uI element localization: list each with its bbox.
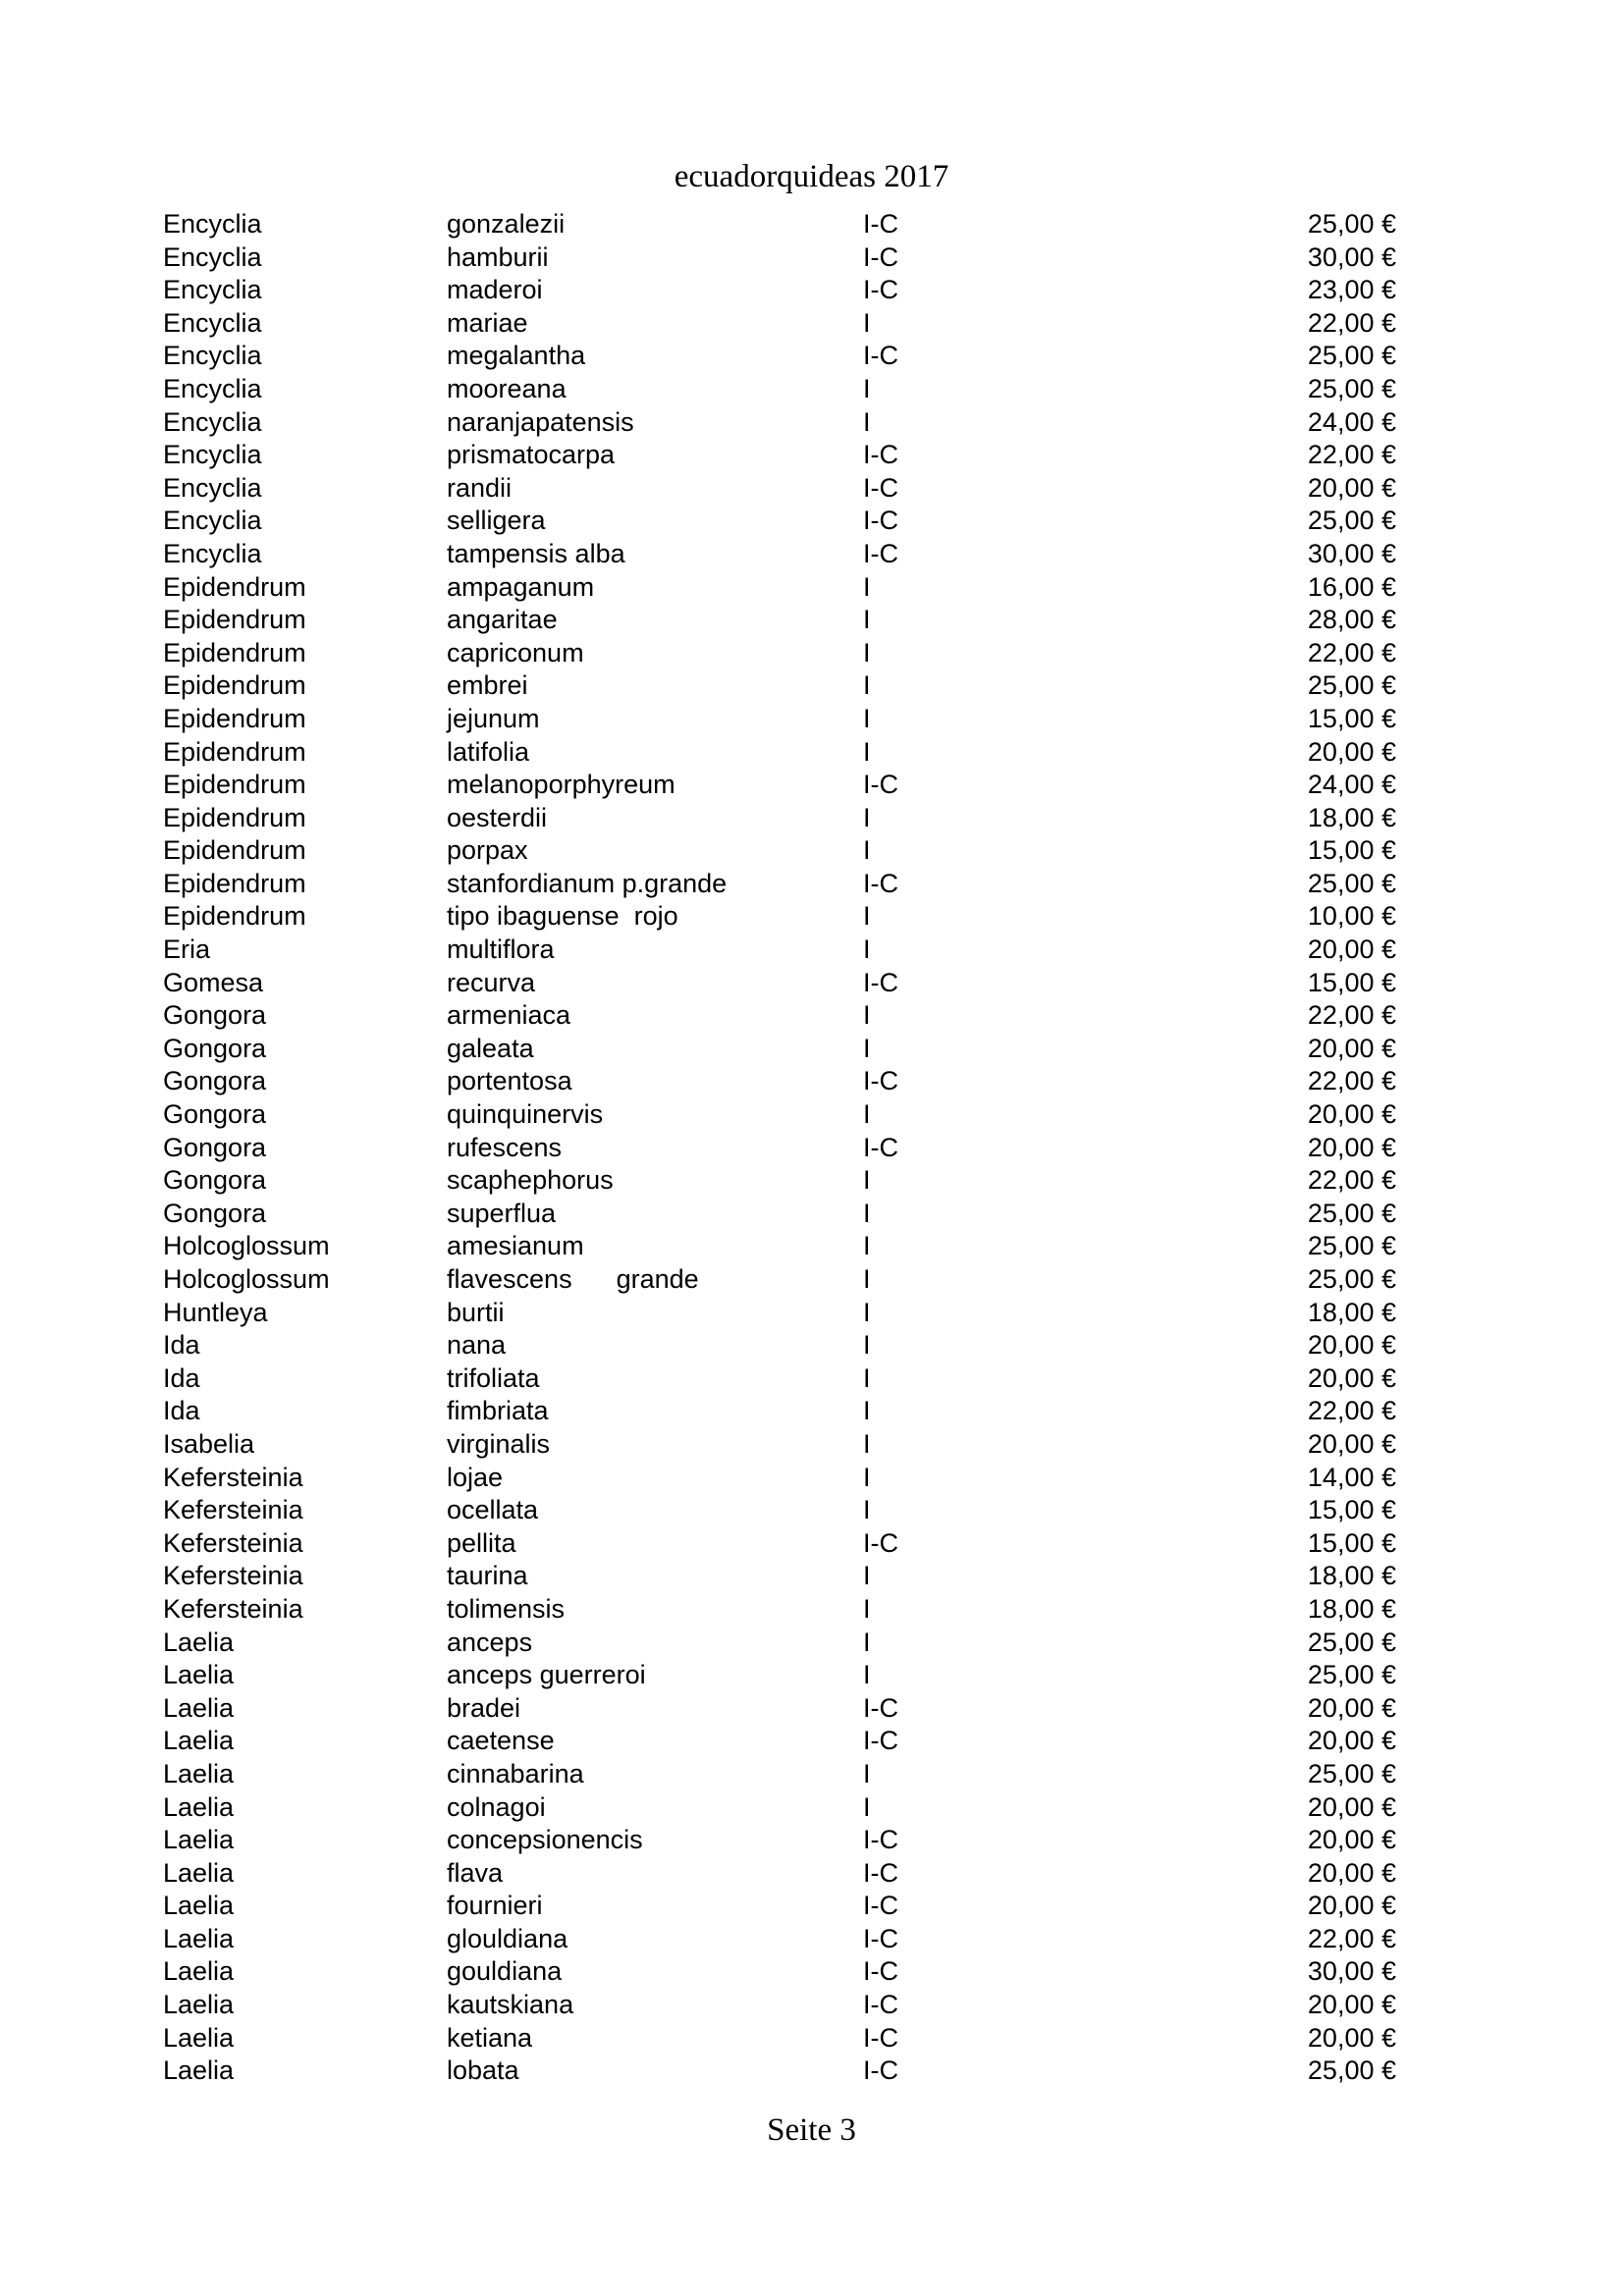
price-cell: 25,00 € [1307,1231,1396,1261]
species-cell: oesterdii [447,802,548,832]
price-cell: 25,00 € [1307,1264,1396,1294]
price-cell: 18,00 € [1307,1593,1396,1624]
grade-cell: I-C [863,209,898,239]
species-cell: gouldiana [447,1956,563,1987]
species-cell: mariae [447,307,528,338]
price-cell: 15,00 € [1307,967,1396,997]
genus-cell: Gongora [163,1000,267,1031]
genus-cell: Laelia [163,1891,235,1921]
species-cell: porpax [447,835,528,866]
table-row [163,340,1396,373]
grade-cell: I [863,637,871,667]
price-cell: 20,00 € [1307,1857,1396,1888]
price-cell: 25,00 € [1307,868,1396,898]
price-cell: 20,00 € [1307,1825,1396,1855]
species-cell: taurina [447,1561,528,1591]
grade-cell: I [863,1428,871,1459]
price-cell: 20,00 € [1307,1428,1396,1459]
price-cell: 30,00 € [1307,1956,1396,1987]
genus-cell: Gongora [163,1132,267,1162]
table-row [163,1263,1396,1297]
genus-cell: Gongora [163,1099,267,1130]
price-cell: 15,00 € [1307,1495,1396,1525]
grade-cell: I [863,1330,871,1361]
price-cell: 24,00 € [1307,770,1396,800]
species-cell: concepsionencis [447,1825,643,1855]
table-row [163,406,1396,440]
grade-cell: I [863,1231,871,1261]
price-cell: 15,00 € [1307,1527,1396,1558]
grade-cell: I [863,1099,871,1130]
genus-cell: Isabelia [163,1428,255,1459]
table-row [163,703,1396,736]
table-row [163,1462,1396,1495]
table-row [163,1297,1396,1330]
table-row [163,538,1396,571]
table-row [163,1428,1396,1462]
species-cell: selligera [447,506,546,536]
grade-cell: I-C [863,2022,898,2053]
species-cell: rufescens [447,1132,563,1162]
genus-cell: Laelia [163,1758,235,1789]
species-cell: cinnabarina [447,1758,584,1789]
table-row [163,1824,1396,1857]
price-cell: 20,00 € [1307,1891,1396,1921]
table-row [163,1527,1396,1561]
table-row [163,373,1396,406]
species-cell: virginalis [447,1428,551,1459]
genus-cell: Encyclia [163,373,262,403]
genus-cell: Kefersteinia [163,1462,303,1492]
species-cell: jejunum [447,703,540,733]
genus-cell: Encyclia [163,506,262,536]
table-row [163,1329,1396,1362]
grade-cell: I [863,571,871,602]
genus-cell: Laelia [163,1956,235,1987]
genus-cell: Gongora [163,1033,267,1063]
table-row [163,1725,1396,1758]
genus-cell: Epidendrum [163,835,306,866]
genus-cell: Kefersteinia [163,1527,303,1558]
genus-cell: Laelia [163,2022,235,2053]
genus-cell: Gongora [163,1198,267,1228]
table-row [163,1791,1396,1825]
grade-cell: I-C [863,472,898,503]
table-row [163,1692,1396,1726]
table-row [163,1560,1396,1593]
grade-cell: I-C [863,1527,898,1558]
grade-cell: I [863,1791,871,1822]
species-cell: naranjapatensis [447,406,634,437]
table-row [163,967,1396,1000]
species-cell: nana [447,1330,507,1361]
species-cell: lojae [447,1462,504,1492]
table-row [163,1395,1396,1428]
genus-cell: Laelia [163,2056,235,2086]
price-cell: 16,00 € [1307,571,1396,602]
grade-cell: I-C [863,1132,898,1162]
table-row [163,1659,1396,1692]
genus-cell: Encyclia [163,440,262,470]
table-row [163,274,1396,307]
price-cell: 20,00 € [1307,1033,1396,1063]
grade-cell: I-C [863,1956,898,1987]
price-cell: 18,00 € [1307,1297,1396,1327]
species-cell: melanoporphyreum [447,770,676,800]
grade-cell: I [863,835,871,866]
genus-cell: Gongora [163,1066,267,1096]
grade-cell: I-C [863,1891,898,1921]
table-row [163,1164,1396,1198]
price-cell: 22,00 € [1307,1165,1396,1196]
table-row [163,1593,1396,1627]
genus-cell: Gomesa [163,967,264,997]
genus-cell: Ida [163,1396,200,1426]
table-row [163,1033,1396,1066]
genus-cell: Holcoglossum [163,1264,330,1294]
price-cell: 25,00 € [1307,1627,1396,1657]
species-cell: quinquinervis [447,1099,604,1130]
species-cell: pellita [447,1527,516,1558]
genus-cell: Holcoglossum [163,1231,330,1261]
table-row [163,1923,1396,1956]
price-cell: 20,00 € [1307,1362,1396,1393]
table-row [163,1098,1396,1132]
species-cell: tampensis alba [447,538,625,568]
genus-cell: Laelia [163,1923,235,1953]
price-cell: 25,00 € [1307,373,1396,403]
table-row [163,505,1396,538]
genus-cell: Eria [163,934,211,965]
genus-cell: Epidendrum [163,703,306,733]
species-cell: scaphephorus [447,1165,614,1196]
grade-cell: I-C [863,1990,898,2020]
price-cell: 30,00 € [1307,241,1396,272]
grade-cell: I [863,736,871,767]
species-cell: glouldiana [447,1923,568,1953]
genus-cell: Epidendrum [163,802,306,832]
price-cell: 22,00 € [1307,1923,1396,1953]
species-cell: stanfordianum p.grande [447,868,728,898]
grade-cell: I [863,307,871,338]
species-cell: anceps [447,1627,533,1657]
table-row [163,1857,1396,1891]
genus-cell: Epidendrum [163,670,306,701]
price-cell: 15,00 € [1307,703,1396,733]
price-cell: 20,00 € [1307,1791,1396,1822]
price-cell: 20,00 € [1307,1099,1396,1130]
grade-cell: I [863,1396,871,1426]
genus-cell: Laelia [163,1990,235,2020]
price-cell: 10,00 € [1307,901,1396,932]
table-row [163,669,1396,703]
species-cell: colnagoi [447,1791,546,1822]
genus-cell: Epidendrum [163,571,306,602]
grade-cell: I [863,1561,871,1591]
species-cell: maderoi [447,275,543,305]
genus-cell: Laelia [163,1627,235,1657]
genus-cell: Laelia [163,1857,235,1888]
price-cell: 20,00 € [1307,472,1396,503]
grade-cell: I [863,1264,871,1294]
species-cell: latifolia [447,736,530,767]
table-row [163,868,1396,901]
grade-cell: I [863,1627,871,1657]
price-cell: 18,00 € [1307,802,1396,832]
page-header-title: ecuadorquideas 2017 [674,159,949,194]
grade-cell: I [863,934,871,965]
price-cell: 22,00 € [1307,1396,1396,1426]
table-row [163,1132,1396,1165]
grade-cell: I [863,1000,871,1031]
species-cell: portentosa [447,1066,572,1096]
grade-cell: I [863,1495,871,1525]
species-cell: anceps guerreroi [447,1660,646,1690]
grade-cell: I-C [863,2056,898,2086]
price-cell: 14,00 € [1307,1462,1396,1492]
table-row [163,1065,1396,1098]
genus-cell: Ida [163,1330,200,1361]
genus-cell: Encyclia [163,341,262,371]
genus-cell: Encyclia [163,275,262,305]
page-footer-number: Seite 3 [767,2112,856,2148]
grade-cell: I [863,1462,871,1492]
price-cell: 22,00 € [1307,637,1396,667]
species-cell: amesianum [447,1231,584,1261]
genus-cell: Gongora [163,1165,267,1196]
genus-cell: Encyclia [163,406,262,437]
grade-cell: I [863,1297,871,1327]
genus-cell: Huntleya [163,1297,268,1327]
grade-cell: I-C [863,1857,898,1888]
price-cell: 20,00 € [1307,1692,1396,1723]
species-cell: galeata [447,1033,534,1063]
grade-cell: I-C [863,241,898,272]
price-cell: 20,00 € [1307,2022,1396,2053]
species-cell: kautskiana [447,1990,574,2020]
species-cell: armeniaca [447,1000,571,1031]
species-cell: tipo ibaguense rojo [447,901,678,932]
price-cell: 25,00 € [1307,670,1396,701]
table-row [163,208,1396,241]
grade-cell: I [863,1758,871,1789]
species-cell: hamburii [447,241,549,272]
price-cell: 28,00 € [1307,605,1396,635]
species-cell: burtii [447,1297,505,1327]
table-row [163,1627,1396,1660]
grade-cell: I-C [863,275,898,305]
grade-cell: I [863,802,871,832]
species-cell: multiflora [447,934,555,965]
price-cell: 25,00 € [1307,1198,1396,1228]
table-row [163,999,1396,1033]
price-cell: 25,00 € [1307,209,1396,239]
genus-cell: Encyclia [163,538,262,568]
species-cell: prismatocarpa [447,440,616,470]
species-cell: fimbriata [447,1396,549,1426]
table-row [163,241,1396,275]
species-cell: caetense [447,1726,555,1756]
price-cell: 25,00 € [1307,341,1396,371]
genus-cell: Ida [163,1362,200,1393]
price-table [163,208,1396,2088]
species-cell: tolimensis [447,1593,566,1624]
grade-cell: I [863,406,871,437]
table-row [163,900,1396,934]
table-row [163,802,1396,835]
table-row [163,1758,1396,1791]
grade-cell: I-C [863,1066,898,1096]
table-row [163,1230,1396,1263]
genus-cell: Epidendrum [163,868,306,898]
genus-cell: Laelia [163,1791,235,1822]
table-row [163,637,1396,670]
species-cell: mooreana [447,373,567,403]
price-cell: 20,00 € [1307,1990,1396,2020]
grade-cell: I-C [863,1692,898,1723]
table-row [163,736,1396,770]
price-cell: 20,00 € [1307,1330,1396,1361]
species-cell: flava [447,1857,504,1888]
table-row [163,571,1396,605]
price-cell: 25,00 € [1307,506,1396,536]
genus-cell: Kefersteinia [163,1495,303,1525]
table-row [163,834,1396,868]
price-cell: 25,00 € [1307,1758,1396,1789]
grade-cell: I-C [863,506,898,536]
genus-cell: Encyclia [163,307,262,338]
genus-cell: Encyclia [163,472,262,503]
table-row [163,1955,1396,1989]
genus-cell: Laelia [163,1825,235,1855]
species-cell: ocellata [447,1495,539,1525]
species-cell: gonzalezii [447,209,566,239]
price-cell: 22,00 € [1307,1000,1396,1031]
price-cell: 20,00 € [1307,1132,1396,1162]
species-cell: capriconum [447,637,584,667]
grade-cell: I-C [863,440,898,470]
genus-cell: Epidendrum [163,637,306,667]
grade-cell: I [863,1165,871,1196]
species-cell: ketiana [447,2022,533,2053]
price-cell: 30,00 € [1307,538,1396,568]
table-row [163,1989,1396,2022]
price-cell: 22,00 € [1307,1066,1396,1096]
species-cell: ampaganum [447,571,595,602]
grade-cell: I [863,1593,871,1624]
genus-cell: Kefersteinia [163,1561,303,1591]
price-cell: 15,00 € [1307,835,1396,866]
genus-cell: Laelia [163,1692,235,1723]
table-row [163,604,1396,637]
grade-cell: I-C [863,770,898,800]
price-cell: 22,00 € [1307,307,1396,338]
price-cell: 20,00 € [1307,736,1396,767]
grade-cell: I-C [863,868,898,898]
grade-cell: I-C [863,967,898,997]
grade-cell: I-C [863,1825,898,1855]
price-cell: 25,00 € [1307,2056,1396,2086]
species-cell: embrei [447,670,528,701]
table-row [163,2055,1396,2088]
genus-cell: Epidendrum [163,901,306,932]
price-cell: 23,00 € [1307,275,1396,305]
grade-cell: I [863,373,871,403]
species-cell: angaritae [447,605,558,635]
genus-cell: Epidendrum [163,605,306,635]
table-row [163,2022,1396,2056]
genus-cell: Epidendrum [163,736,306,767]
price-cell: 24,00 € [1307,406,1396,437]
genus-cell: Laelia [163,1660,235,1690]
species-cell: megalantha [447,341,586,371]
grade-cell: I-C [863,1726,898,1756]
species-cell: lobata [447,2056,519,2086]
table-row [163,1362,1396,1396]
species-cell: flavescens grande [447,1264,699,1294]
table-row [163,439,1396,472]
species-cell: superflua [447,1198,557,1228]
species-cell: recurva [447,967,536,997]
price-cell: 18,00 € [1307,1561,1396,1591]
genus-cell: Encyclia [163,241,262,272]
table-row [163,1198,1396,1231]
table-row [163,307,1396,341]
genus-cell: Epidendrum [163,770,306,800]
grade-cell: I [863,1660,871,1690]
table-row [163,1494,1396,1527]
genus-cell: Encyclia [163,209,262,239]
species-cell: fournieri [447,1891,543,1921]
price-cell: 20,00 € [1307,1726,1396,1756]
grade-cell: I [863,1198,871,1228]
genus-cell: Laelia [163,1726,235,1756]
table-row [163,472,1396,506]
price-cell: 25,00 € [1307,1660,1396,1690]
genus-cell: Kefersteinia [163,1593,303,1624]
grade-cell: I [863,703,871,733]
table-row [163,934,1396,967]
grade-cell: I [863,670,871,701]
grade-cell: I-C [863,538,898,568]
species-cell: bradei [447,1692,521,1723]
species-cell: randii [447,472,513,503]
table-row [163,769,1396,802]
price-cell: 22,00 € [1307,440,1396,470]
grade-cell: I-C [863,341,898,371]
price-cell: 20,00 € [1307,934,1396,965]
species-cell: trifoliata [447,1362,540,1393]
grade-cell: I-C [863,1923,898,1953]
table-row [163,1890,1396,1923]
grade-cell: I [863,1033,871,1063]
grade-cell: I [863,1362,871,1393]
grade-cell: I [863,605,871,635]
grade-cell: I [863,901,871,932]
